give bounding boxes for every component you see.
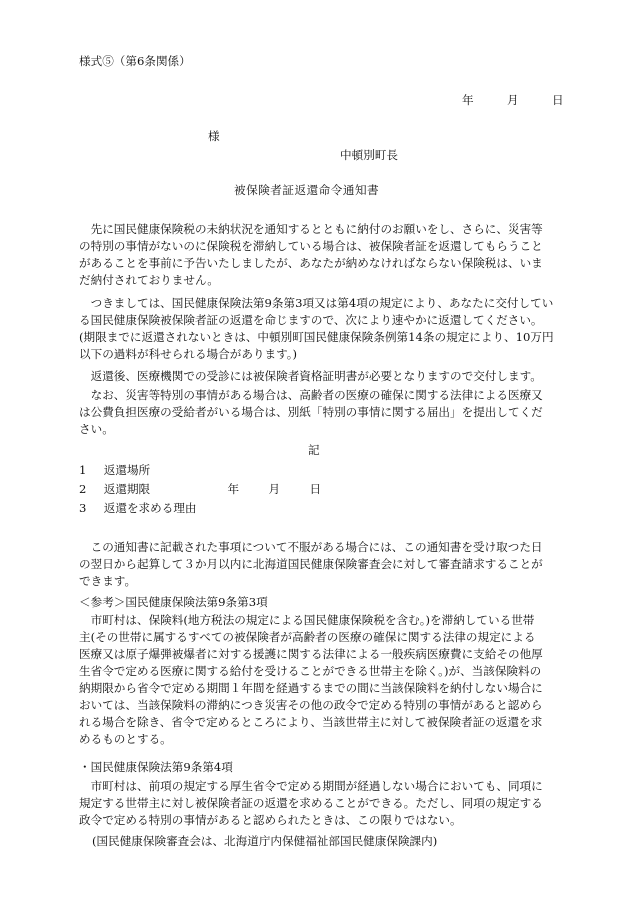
deadline-day: 日 bbox=[309, 482, 322, 496]
document-title: 被保険者証返還命令通知書 bbox=[234, 183, 380, 197]
order-paragraph bbox=[79, 295, 554, 363]
intro-line: だ納付されておりません。 bbox=[79, 273, 219, 287]
form-label: 様式⑤（第6条関係） bbox=[79, 54, 191, 68]
item-number: 3 bbox=[79, 501, 87, 515]
disaster-line: なお、災害等特別の事情がある場合は、高齢者の医療の確保に関する法律による医療又 bbox=[79, 388, 543, 402]
date-day: 日 bbox=[551, 93, 564, 107]
disaster-paragraph bbox=[79, 387, 549, 438]
after-return-paragraph bbox=[79, 368, 549, 385]
intro-paragraph bbox=[79, 221, 549, 289]
item-return-reason bbox=[79, 500, 197, 517]
item-number: 2 bbox=[79, 482, 87, 496]
article3-line: 市町村は、保険料(地方税法の規定による国民健康保険税を含む。)を滞納している世帯 bbox=[79, 613, 535, 627]
article4-paragraph bbox=[79, 778, 549, 829]
reference-heading: ＜参考＞国民健康保険法第9条第3項 bbox=[79, 595, 268, 609]
article4-line: 政令で定める特別の事情があると認められたときは、この限りではない。 bbox=[79, 813, 462, 827]
article3-line: 生省令で定める医療に関する給付を受けることができる世帯主を除く。)が、当該保険料の bbox=[79, 664, 542, 678]
item-label: 返還を求める理由 bbox=[103, 501, 197, 515]
deadline-month: 月 bbox=[268, 482, 281, 496]
appeal-line: の翌日から起算して３か月以内に北海道国民健康保険審査会に対して審査請求することが bbox=[79, 557, 543, 571]
article3-line: 医療又は原子爆弾被爆者に対する援護に関する法律による一般疾病医療費に支給その他厚 bbox=[79, 647, 543, 661]
article3-line: おいては、当該保険料の滞納につき災害その他の政令で定める特別の事情があると認めら bbox=[79, 698, 543, 712]
appeal-line: この通知書に記載された事項について不服がある場合には、この通知書を受け取つた日 bbox=[79, 540, 543, 554]
footer-note: (国民健康保険審査会は、北海道庁内保健福祉部国民健康保険課内) bbox=[92, 834, 438, 848]
item-return-deadline bbox=[79, 481, 321, 498]
order-line: つきましては、国民健康保険法第9条第3項又は第4項の規定により、あなたに交付してい bbox=[79, 296, 554, 310]
item-label: 返還期限 bbox=[103, 482, 151, 496]
item-number: 1 bbox=[79, 463, 87, 477]
issuer-name: 中頓別町長 bbox=[340, 148, 398, 162]
penalty-line: (期限までに返還されないときは、中頓別町国民健康保険条例第14条の規定により、10万円 bbox=[79, 330, 554, 344]
after-return-line: 返還後、医療機関での受診には被保険者資格証明書が必要となりますので交付します。 bbox=[79, 369, 542, 383]
appeal-line: できます。 bbox=[79, 574, 137, 588]
item-return-place bbox=[79, 462, 150, 479]
intro-line: 先に国民健康保険税の未納状況を通知するとともに納付のお願いをし、さらに、災害等 bbox=[79, 222, 543, 236]
article3-paragraph bbox=[79, 612, 549, 748]
date-year: 年 bbox=[462, 93, 474, 107]
disaster-line: は公費負担医療の受給者がいる場合は、別紙「特別の事情に関する届出」を提出してくだ bbox=[79, 405, 543, 419]
item-label: 返還場所 bbox=[103, 463, 151, 477]
order-line: る国民健康保険被保険者証の返還を命じますので、次により速やかに返還してください。 bbox=[79, 313, 543, 327]
article3-line: めるものとする。 bbox=[79, 732, 172, 746]
disaster-line: さい。 bbox=[79, 422, 114, 436]
intro-line: の特別の事情がないのに保険税を滞納している場合は、被保険者証を返還してもらうこと bbox=[79, 239, 543, 253]
intro-line: があることを事前に予告いたしましたが、あなたが納めなければならない保険税は、いま bbox=[79, 256, 543, 270]
appeal-paragraph bbox=[79, 539, 549, 590]
article3-line: 主(その世帯に属するすべての被保険者が高齢者の医療の確保に関する法律の規定による bbox=[79, 630, 536, 644]
article4-heading: ・国民健康保険法第9条第4項 bbox=[79, 760, 233, 774]
addressee-suffix: 様 bbox=[208, 129, 220, 143]
article4-line: 市町村は、前項の規定する厚生省令で定める期間が経過しない場合においても、同項に bbox=[79, 779, 543, 793]
article3-line: 納期限から省令で定める期間１年間を経過するまでの間に当該保険料を納付しない場合に bbox=[79, 681, 543, 695]
article4-line: 規定する世帯主に対し被保険者証の返還を求めることができる。ただし、同項の規定する bbox=[79, 796, 543, 810]
date-month: 月 bbox=[506, 93, 519, 107]
deadline-year: 年 bbox=[227, 482, 240, 496]
article3-line: れる場合を除き、省令で定めるところにより、当該世帯主に対して被保険者証の返還を求 bbox=[79, 715, 543, 729]
ki-marker: 記 bbox=[308, 443, 320, 457]
penalty-line: 以下の過料が科せられる場合があります。) bbox=[79, 347, 298, 361]
date-line bbox=[462, 92, 564, 109]
